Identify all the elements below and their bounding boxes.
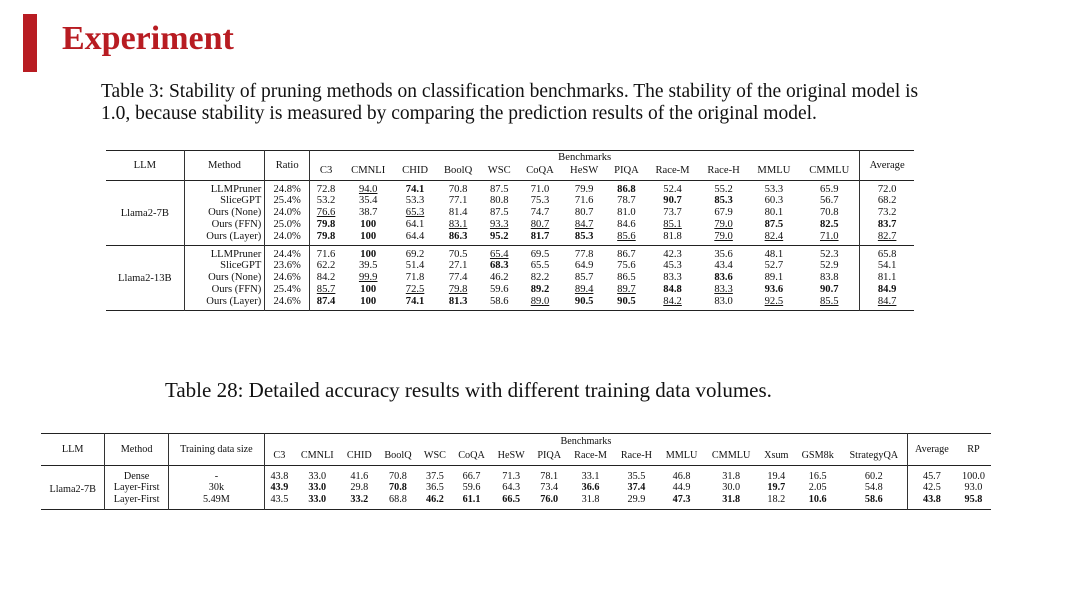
value-cell: 46.2 [426,494,444,506]
value-cell: 76.6 [316,207,336,219]
value-cell: 30.0 [722,482,741,494]
method-cell: Ours (None) [184,272,265,284]
value-cell: 19.4 [767,470,786,482]
value-cell: 70.8 [389,470,407,482]
value-cell: 89.4 [574,283,594,295]
benchmark-header: MMLU [665,449,698,461]
benchmark-header: CMNLI [300,449,334,461]
value-cell: 53.3 [764,183,784,195]
ratio-cell: 24.6% [265,296,310,310]
value-cell: 100 [360,248,377,260]
header-llm: LLM [106,151,184,181]
value-cell: 72.8 [316,183,336,195]
value-cell: 90.5 [617,295,636,307]
benchmark-header: Race-M [574,449,607,461]
value-cell: 84.7 [574,218,594,230]
value-cell: 84.2 [663,295,682,307]
method-cell: SliceGPT [184,195,265,207]
value-cell: 60.3 [764,195,784,207]
data-size-cell: - [168,465,264,482]
header-llm: LLM [41,434,105,466]
average-cell: 68.2 [860,195,914,207]
value-cell: 82.4 [764,230,784,242]
value-cell: 35.6 [714,248,733,260]
value-cell: 31.8 [722,494,741,506]
value-cell: 87.5 [489,207,509,219]
header-average: Average [907,434,956,466]
value-cell: 37.5 [426,470,444,482]
value-cell: 58.6 [864,494,883,506]
value-cell: 70.8 [819,207,839,219]
value-cell: 81.7 [530,230,550,242]
value-cell: 33.0 [308,494,327,506]
table-row [106,272,914,284]
value-cell: 89.1 [764,272,784,284]
value-cell: 78.1 [540,470,559,482]
value-cell: 89.7 [617,283,636,295]
value-cell: 33.0 [308,482,327,494]
benchmark-header: PIQA [537,449,562,461]
benchmark-header: BoolQ [443,164,473,176]
ratio-cell: 24.6% [265,272,310,284]
value-cell: 85.3 [714,195,733,207]
title-accent-bar [23,14,37,72]
value-cell: 77.1 [448,195,468,207]
value-cell: 90.7 [663,195,682,207]
table-row [41,494,991,509]
value-cell: 87.5 [489,183,509,195]
value-cell: 52.9 [819,260,839,272]
value-cell: 84.8 [663,283,682,295]
value-cell: 74.1 [405,295,425,307]
value-cell: 80.1 [764,207,784,219]
value-cell: 89.2 [530,283,550,295]
benchmark-header: Race-H [707,164,740,176]
value-cell: 71.3 [502,470,521,482]
value-cell: 76.0 [540,494,559,506]
value-cell: 43.8 [270,470,289,482]
value-cell: 80.7 [574,207,594,219]
value-cell: 80.8 [489,195,509,207]
table-row [106,284,914,296]
table-row [106,296,914,310]
value-cell: 92.5 [764,295,784,307]
rp-cell: 93.0 [964,482,983,494]
value-cell: 59.6 [489,283,509,295]
value-cell: 84.2 [316,272,336,284]
value-cell: 19.7 [767,482,786,494]
value-cell: 85.7 [316,283,336,295]
benchmark-header: Race-M [655,164,690,176]
value-cell: 79.0 [714,218,733,230]
benchmark-header: CMNLI [351,164,386,176]
value-cell: 44.9 [672,482,691,494]
value-cell: 66.7 [462,470,481,482]
method-cell: Ours (None) [184,207,265,219]
value-cell: 85.3 [574,230,594,242]
value-cell: 27.1 [448,260,468,272]
header-method: Method [184,151,265,181]
benchmark-header: HeSW [497,449,525,461]
header-data-size: Training data size [168,434,264,466]
value-cell: 77.4 [448,272,468,284]
value-cell: 85.7 [574,272,594,284]
value-cell: 54.8 [864,482,883,494]
value-cell: 93.6 [764,283,784,295]
value-cell: 60.2 [864,470,883,482]
value-cell: 81.3 [448,295,468,307]
table28-caption: Table 28: Detailed accuracy results with different training data volumes. [165,378,772,402]
value-cell: 43.5 [270,494,289,506]
average-cell: 54.1 [860,260,914,272]
table-row [41,482,991,494]
value-cell: 10.6 [808,494,827,506]
value-cell: 83.6 [714,272,733,284]
data-size-cell: 30k [168,482,264,494]
value-cell: 70.8 [448,183,468,195]
value-cell: 33.2 [350,494,369,506]
method-cell: Layer-First [105,494,169,509]
value-cell: 31.8 [581,494,600,506]
average-cell: 42.5 [907,482,956,494]
method-cell: Ours (FFN) [184,284,265,296]
value-cell: 43.4 [714,260,733,272]
value-cell: 86.8 [617,183,636,195]
average-cell: 83.7 [860,219,914,231]
value-cell: 53.3 [405,195,425,207]
value-cell: 83.0 [714,295,733,307]
value-cell: 69.5 [530,248,550,260]
value-cell: 90.5 [574,295,594,307]
value-cell: 100 [360,295,377,307]
benchmark-header: MMLU [757,164,791,176]
value-cell: 82.5 [819,218,839,230]
benchmark-header: GSM8k [801,449,834,461]
value-cell: 47.3 [672,494,691,506]
header-ratio: Ratio [265,151,310,181]
value-cell: 45.3 [663,260,682,272]
value-cell: 79.8 [316,230,336,242]
value-cell: 59.6 [462,482,481,494]
value-cell: 48.1 [764,248,784,260]
value-cell: 68.3 [489,260,509,272]
value-cell: 42.3 [663,248,682,260]
value-cell: 82.2 [530,272,550,284]
benchmark-header: CoQA [526,164,554,176]
value-cell: 38.7 [358,207,378,219]
value-cell: 67.9 [714,207,733,219]
benchmark-header: CHID [346,449,372,461]
benchmark-header: CMMLU [711,449,751,461]
table3-stability [106,150,914,311]
value-cell: 100 [360,230,377,242]
value-cell: 65.3 [405,207,425,219]
benchmark-header: StrategyQA [849,449,899,461]
average-cell: 84.9 [860,284,914,296]
llm-label: Llama2-13B [106,245,184,310]
method-cell: LLMPruner [184,180,265,195]
value-cell: 35.4 [358,195,378,207]
value-cell: 80.7 [530,218,550,230]
value-cell: 74.7 [530,207,550,219]
value-cell: 85.5 [819,295,839,307]
table-row [106,245,914,260]
value-cell: 75.3 [530,195,550,207]
value-cell: 29.9 [627,494,646,506]
value-cell: 84.6 [617,218,636,230]
value-cell: 31.8 [722,470,741,482]
value-cell: 2.05 [808,482,827,494]
value-cell: 71.6 [316,248,336,260]
value-cell: 18.2 [767,494,786,506]
value-cell: 99.9 [358,272,378,284]
table-row [106,219,914,231]
value-cell: 77.8 [574,248,594,260]
value-cell: 61.1 [462,494,481,506]
ratio-cell: 24.4% [265,245,310,260]
average-cell: 73.2 [860,207,914,219]
method-cell: LLMPruner [184,245,265,260]
average-cell: 72.0 [860,180,914,195]
value-cell: 93.3 [489,218,509,230]
value-cell: 41.6 [350,470,369,482]
llm-label: Llama2-7B [41,465,105,509]
value-cell: 64.4 [405,230,425,242]
ratio-cell: 25.0% [265,219,310,231]
value-cell: 85.6 [617,230,636,242]
value-cell: 73.4 [540,482,559,494]
value-cell: 65.5 [530,260,550,272]
value-cell: 86.3 [448,230,468,242]
value-cell: 79.8 [316,218,336,230]
value-cell: 86.7 [617,248,636,260]
value-cell: 52.3 [819,248,839,260]
header-benchmarks: Benchmarks [558,152,612,163]
value-cell: 83.1 [448,218,468,230]
value-cell: 56.7 [819,195,839,207]
value-cell: 43.9 [270,482,289,494]
value-cell: 78.7 [617,195,636,207]
value-cell: 71.0 [530,183,550,195]
value-cell: 71.0 [819,230,839,242]
ratio-cell: 24.8% [265,180,310,195]
value-cell: 52.7 [764,260,784,272]
method-cell: Ours (FFN) [184,219,265,231]
value-cell: 75.6 [617,260,636,272]
llm-label: Llama2-7B [106,180,184,245]
ratio-cell: 24.0% [265,231,310,245]
slide-title: Experiment [62,20,234,57]
value-cell: 70.8 [389,482,407,494]
average-cell: 84.7 [860,296,914,310]
value-cell: 71.6 [574,195,594,207]
average-cell: 65.8 [860,245,914,260]
table-row [41,465,991,482]
method-cell: Ours (Layer) [184,231,265,245]
value-cell: 90.7 [819,283,839,295]
value-cell: 58.6 [489,295,509,307]
value-cell: 81.0 [617,207,636,219]
table-row [106,231,914,245]
value-cell: 53.2 [316,195,336,207]
value-cell: 100 [360,283,377,295]
table-row [106,180,914,195]
value-cell: 64.9 [574,260,594,272]
value-cell: 69.2 [405,248,425,260]
header-benchmarks: Benchmarks [560,436,612,447]
value-cell: 37.4 [627,482,646,494]
value-cell: 52.4 [663,183,682,195]
benchmark-header: PIQA [614,164,639,176]
ratio-cell: 25.4% [265,195,310,207]
value-cell: 64.1 [405,218,425,230]
value-cell: 73.7 [663,207,682,219]
value-cell: 55.2 [714,183,733,195]
average-cell: 82.7 [860,231,914,245]
value-cell: 79.0 [714,230,733,242]
value-cell: 33.1 [581,470,600,482]
value-cell: 79.8 [448,283,468,295]
value-cell: 62.2 [316,260,336,272]
value-cell: 39.5 [358,260,378,272]
benchmark-header: Race-H [620,449,652,461]
average-cell: 43.8 [907,494,956,509]
value-cell: 81.4 [448,207,468,219]
ratio-cell: 25.4% [265,284,310,296]
value-cell: 29.8 [350,482,369,494]
value-cell: 86.5 [617,272,636,284]
table-row [106,260,914,272]
header-rp: RP [967,444,980,456]
value-cell: 70.5 [448,248,468,260]
value-cell: 79.9 [574,183,594,195]
value-cell: 71.8 [405,272,425,284]
benchmark-header: WSC [423,449,446,461]
value-cell: 46.8 [672,470,691,482]
data-size-cell: 5.49M [168,494,264,509]
average-cell: 45.7 [907,465,956,482]
value-cell: 94.0 [358,183,378,195]
ratio-cell: 23.6% [265,260,310,272]
table3-caption: Table 3: Stability of pruning methods on classification benchmarks. The stability of the original model is 1.0, because stability is measured by comparing the prediction results of the original model. [101,81,919,124]
rp-cell: 95.8 [964,494,983,506]
value-cell: 83.8 [819,272,839,284]
average-cell: 81.1 [860,272,914,284]
value-cell: 66.5 [502,494,521,506]
value-cell: 89.0 [530,295,550,307]
value-cell: 68.8 [389,494,407,506]
method-cell: Ours (Layer) [184,296,265,310]
header-average: Average [860,151,914,181]
value-cell: 36.6 [581,482,600,494]
benchmark-header: C3 [319,164,333,176]
value-cell: 64.3 [502,482,521,494]
value-cell: 87.5 [764,218,784,230]
method-cell: SliceGPT [184,260,265,272]
value-cell: 65.4 [489,248,509,260]
value-cell: 95.2 [489,230,509,242]
value-cell: 35.5 [627,470,646,482]
value-cell: 87.4 [316,295,336,307]
method-cell: Layer-First [105,482,169,494]
value-cell: 83.3 [714,283,733,295]
ratio-cell: 24.0% [265,207,310,219]
value-cell: 72.5 [405,283,425,295]
table-row [106,207,914,219]
rp-cell: 100.0 [962,470,985,482]
benchmark-header: CMMLU [809,164,850,176]
value-cell: 33.0 [308,470,327,482]
value-cell: 46.2 [489,272,509,284]
value-cell: 83.3 [663,272,682,284]
value-cell: 65.9 [819,183,839,195]
value-cell: 74.1 [405,183,425,195]
value-cell: 36.5 [426,482,444,494]
benchmark-header: Xsum [764,449,789,461]
benchmark-header: HeSW [570,164,599,176]
table-row [106,195,914,207]
benchmark-header: WSC [487,164,511,176]
benchmark-header: CoQA [458,449,485,461]
table28-training-volume [41,433,991,510]
value-cell: 81.8 [663,230,682,242]
header-method: Method [105,434,169,466]
value-cell: 85.1 [663,218,682,230]
method-cell: Dense [105,465,169,482]
value-cell: 100 [360,218,377,230]
benchmark-header: CHID [402,164,429,176]
benchmark-header: BoolQ [384,449,412,461]
value-cell: 16.5 [808,470,827,482]
value-cell: 51.4 [405,260,425,272]
benchmark-header: C3 [273,449,286,461]
